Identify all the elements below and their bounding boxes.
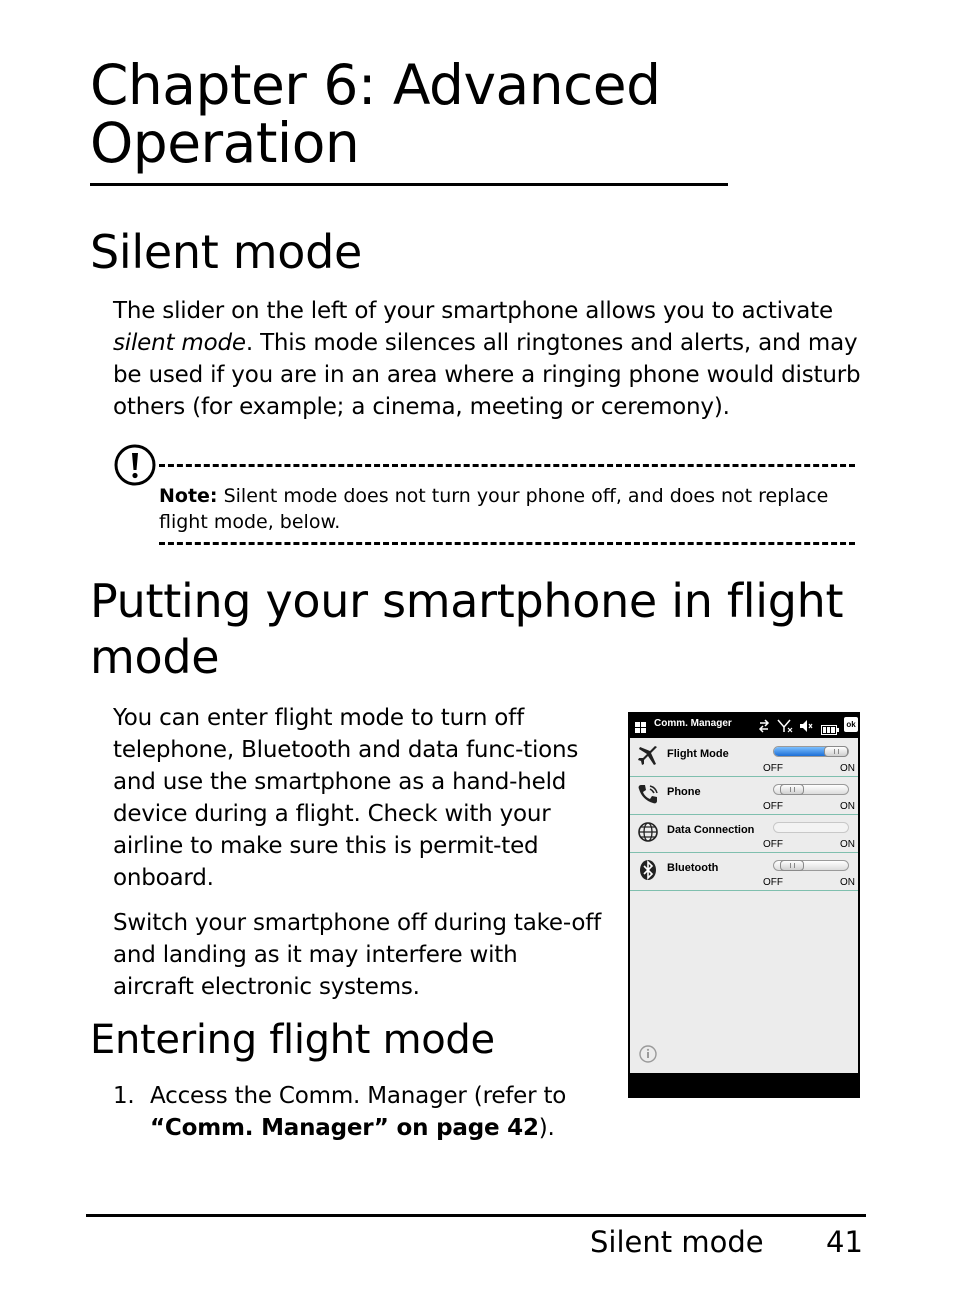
phone-label: Phone	[667, 786, 701, 798]
phone-slider[interactable]	[773, 784, 849, 795]
note-label: Note:	[159, 485, 218, 507]
bluetooth-slider[interactable]	[773, 860, 849, 871]
data-connection-slider[interactable]	[773, 822, 849, 833]
flight-mode-off-label: OFF	[763, 763, 783, 774]
flight-mode-row[interactable]	[630, 738, 858, 777]
info-icon[interactable]	[639, 1045, 657, 1063]
battery-icon	[821, 720, 839, 730]
flight-mode-slider[interactable]	[773, 746, 849, 757]
flight-mode-paragraph-2: Switch your smartphone off during take-off and landing as it may interfere with aircraft electronic systems.	[113, 910, 602, 1000]
bluetooth-label: Bluetooth	[667, 862, 719, 874]
flight-mode-paragraph-1: You can enter flight mode to turn off telephone, Bluetooth and data func-tions and use the smartphone as a hand-held device during a flight. Check with your airline to make sure this is permit-ted onboard.	[113, 705, 579, 891]
data-connection-label: Data Connection	[667, 824, 755, 836]
phone-row[interactable]	[630, 776, 858, 815]
bluetooth-row[interactable]	[630, 852, 858, 891]
silent-mode-text-1: The slider on the left of your smartphone allows you to activate	[113, 298, 833, 324]
flight-mode-on-label: ON	[840, 763, 855, 774]
subheading-entering-flight-mode: Entering flight mode	[90, 1017, 495, 1063]
phone-icon	[637, 783, 659, 805]
flight-mode-label: Flight Mode	[667, 748, 729, 760]
section-heading-flight-mode: Putting your smartphone in flight mode	[90, 574, 844, 684]
phone-screen-body	[630, 738, 858, 1073]
phone-app-title: Comm. Manager	[654, 718, 732, 729]
comm-manager-link[interactable]: “Comm. Manager” on page 42	[150, 1115, 539, 1141]
silent-mode-paragraph	[113, 295, 873, 423]
chapter-rule	[90, 183, 728, 186]
bluetooth-icon	[637, 859, 659, 881]
step-number: 1.	[113, 1083, 135, 1109]
speaker-muted-icon	[799, 718, 813, 732]
phone-on-label: ON	[840, 801, 855, 812]
ok-button[interactable]: ok	[844, 717, 858, 732]
section-heading-silent-mode: Silent mode	[90, 225, 363, 279]
bluetooth-on-label: ON	[840, 877, 855, 888]
sync-arrows-icon	[758, 718, 770, 732]
flight-mode-slider-knob[interactable]	[824, 746, 848, 757]
data-connection-off-label: OFF	[763, 839, 783, 850]
no-signal-icon	[777, 718, 793, 732]
footer-rule	[86, 1214, 866, 1217]
note-body: Silent mode does not turn your phone off, and does not replace flight mode, below.	[159, 485, 829, 533]
silent-mode-term: silent mode	[113, 330, 246, 356]
phone-off-label: OFF	[763, 801, 783, 812]
globe-icon	[637, 821, 659, 843]
step-1-text-after: ).	[538, 1115, 555, 1141]
chapter-title: Chapter 6: Advanced Operation	[90, 53, 661, 175]
windows-start-icon[interactable]	[635, 719, 647, 731]
page-number: 41	[826, 1225, 863, 1259]
step-1-text-before: Access the Comm. Manager (refer to	[150, 1083, 567, 1109]
airplane-icon	[637, 745, 659, 767]
silent-mode-text-2: . This mode silences all ringtones and alerts, and may be used if you are in an area where a ringing phone would disturb others (for example; a cinema, meeting or ceremony).	[113, 330, 861, 420]
step-1-text	[150, 1080, 600, 1144]
footer-section-title: Silent mode	[590, 1225, 764, 1259]
bluetooth-slider-knob[interactable]	[780, 860, 804, 871]
phone-title-bar	[628, 712, 860, 738]
phone-screenshot	[628, 712, 860, 1098]
phone-slider-knob[interactable]	[780, 784, 804, 795]
bluetooth-off-label: OFF	[763, 877, 783, 888]
data-connection-on-label: ON	[840, 839, 855, 850]
note-text	[159, 483, 849, 535]
note-top-divider	[159, 464, 855, 467]
note-bottom-divider	[159, 542, 855, 545]
note-exclamation-icon	[113, 443, 159, 489]
data-connection-row[interactable]	[630, 814, 858, 853]
